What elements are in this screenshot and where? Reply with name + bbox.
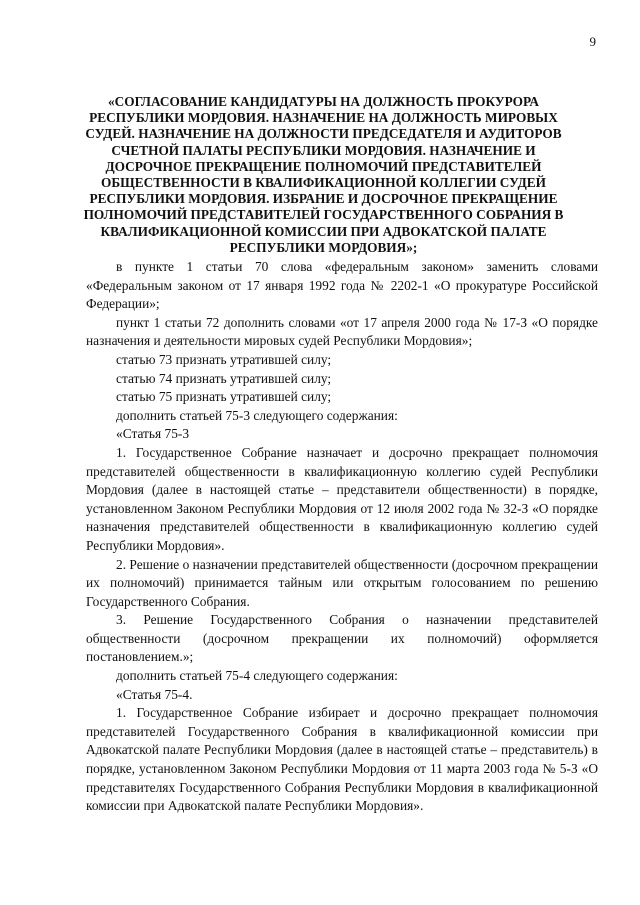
article-title: «Статья 75-4.: [116, 686, 193, 702]
paragraph: дополнить статьей 75-4 следующего содержания:: [116, 668, 398, 684]
paragraph: 1. Государственное Собрание избирает и досрочно прекращает полномочия представителей Государственного Собрания в квалификационной комиссии при Адвокатской палате Республики Мордовия (далее в настоящей статье – представитель) в порядке, установленном Законом Республики Мордовия от 11 марта 2003 года № 5-З «О представителях Государственного Собрания Республики Мордовия в квалификационной комиссии при Адвокатской палате Республики Мордовия».: [86, 705, 598, 814]
section-heading: «СОГЛАСОВАНИЕ КАНДИДАТУРЫ НА ДОЛЖНОСТЬ ПРОКУРОРА РЕСПУБЛИКИ МОРДОВИЯ. НАЗНАЧЕНИЕ НА ДОЛЖНОСТЬ МИРОВЫХ СУДЕЙ. НАЗНАЧЕНИЕ НА ДОЛЖНОСТИ ПРЕДСЕДАТЕЛЯ И АУДИТОРОВ СЧЕТНОЙ ПАЛАТЫ РЕСПУБЛИКИ МОРДОВИЯ. НАЗНАЧЕНИЕ И ДОСРОЧНОЕ ПРЕКРАЩЕНИЕ ПОЛНОМОЧИЙ ПРЕДСТАВИТЕЛЕЙ ОБЩЕСТВЕННОСТИ В КВАЛИФИКАЦИОННОЙ КОЛЛЕГИИ СУДЕЙ РЕСПУБЛИКИ МОРДОВИЯ. ИЗБРАНИЕ И ДОСРОЧНОЕ ПРЕКРАЩЕНИЕ ПОЛНОМОЧИЙ ПРЕДСТАВИТЕЛЕЙ ГОСУДАРСТВЕННОГО СОБРАНИЯ В КВАЛИФИКАЦИОННОЙ КОМИССИИ ПРИ АДВОКАТСКОЙ ПАЛАТЕ РЕСПУБЛИКИ МОРДОВИЯ»;: [83, 94, 564, 255]
document-body: [86, 258, 598, 816]
article-title: «Статья 75-3: [116, 426, 190, 442]
paragraph: статью 73 признать утратившей силу;: [116, 351, 332, 367]
paragraph: 3. Решение Государственного Собрания о назначении представителей общественности (досрочном прекращении их полномочий) оформляется постановлением.»;: [86, 612, 598, 665]
paragraph: в пункте 1 статьи 70 слова «федеральным законом» заменить словами «Федеральным законом от 17 января 1992 года № 2202-1 «О прокуратуре Российской Федерации»;: [86, 259, 598, 312]
paragraph: статью 75 признать утратившей силу;: [116, 389, 332, 405]
paragraph: статью 74 признать утратившей силу;: [116, 370, 332, 386]
paragraph: 2. Решение о назначении представителей общественности (досрочном прекращении их полномочий) принимается тайным или открытым голосованием по решению Государственного Собрания.: [86, 556, 598, 609]
paragraph: 1. Государственное Собрание назначает и досрочно прекращает полномочия представителей общественности в квалификационную коллегию судей Республики Мордовия (далее в настоящей статье – представители общественности) в порядке, установленном Законом Республики Мордовия от 12 июля 2002 года № 32-З «О порядке назначения представителей общественности в квалификационную коллегию судей Республики Мордовия».: [86, 444, 598, 553]
page-number: 9: [589, 34, 596, 49]
paragraph: дополнить статьей 75-3 следующего содержания:: [116, 407, 398, 423]
paragraph: пункт 1 статьи 72 дополнить словами «от 17 апреля 2000 года № 17-З «О порядке назначения и деятельности мировых судей Республики Мордовия»;: [86, 314, 598, 349]
